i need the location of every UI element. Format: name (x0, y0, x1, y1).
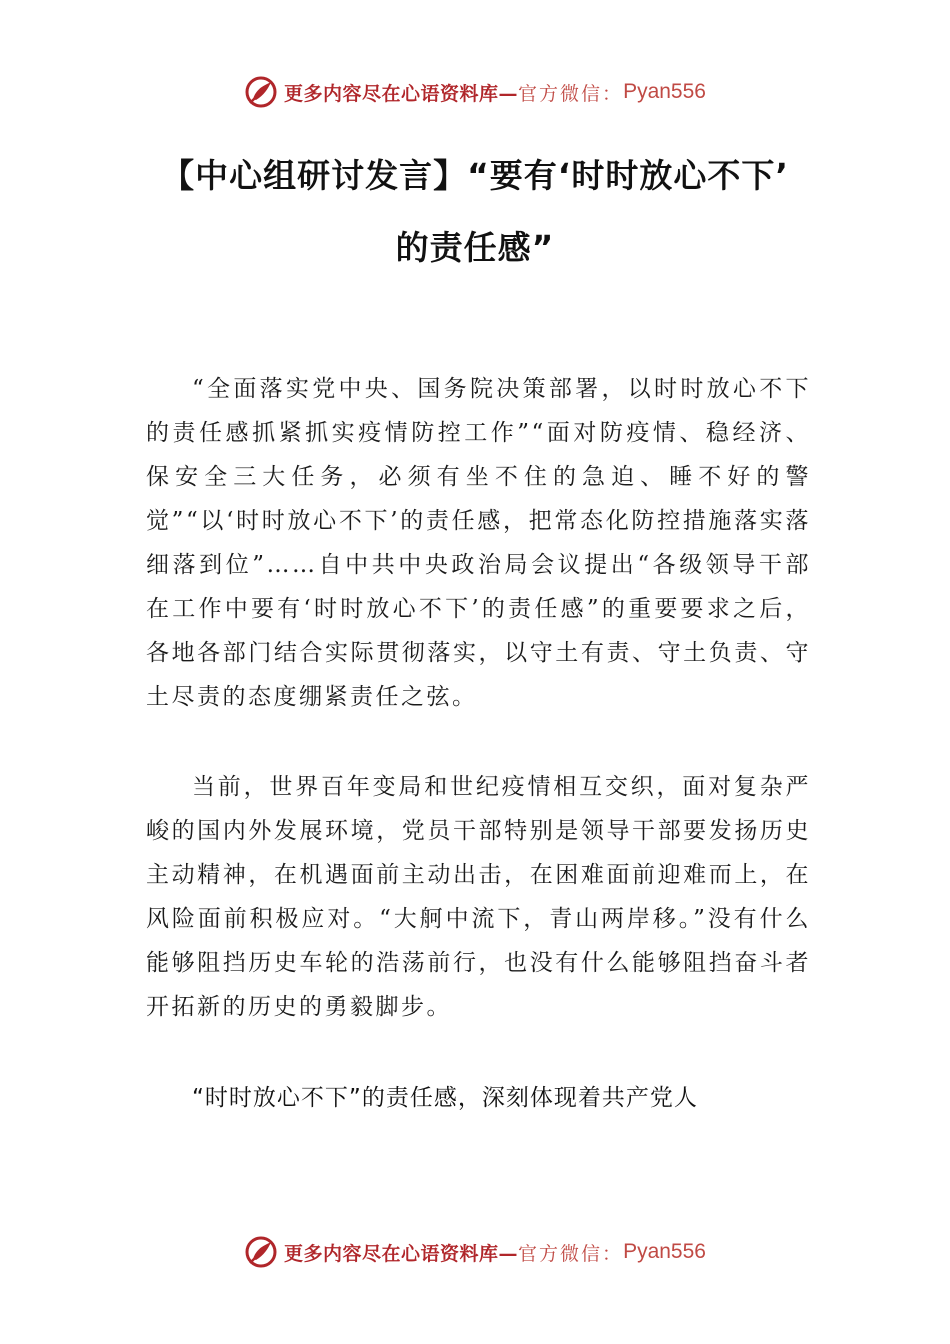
footer-banner (0, 1232, 950, 1272)
banner-text: 更多内容尽在心语资料库— (284, 82, 519, 105)
brand-logo-icon (244, 75, 278, 109)
paragraph-1: “全面落实党中央、国务院决策部署，以时时放心不下的责任感抓紧抓实疫情防控工作”“面对防疫情、稳经济、保安全三大任务，必须有坐不住的急迫、睡不好的警觉”“以‘时时放心不下’的责任感，把常态化防控措施落实落细落到位”……自中共中央政治局会议提出“各级领导干部在工作中要有‘时时放心不下’的责任感”的重要要求之后，各地各部门结合实际贯彻落实，以守土有责、守土负责、守土尽责的态度绷紧责任之弦。 (146, 376, 811, 710)
banner-text: 更多内容尽在心语资料库— (284, 1242, 519, 1265)
brand-logo-icon (244, 1235, 278, 1269)
section-heading: “时时放心不下”的责任感，深刻体现着共产党人 (192, 1085, 698, 1111)
banner-wechat-label: 官方微信： (518, 82, 624, 105)
paragraph-2: 当前，世界百年变局和世纪疫情相互交织，面对复杂严峻的国内外发展环境，党员干部特别是领导干部要发扬历史主动精神，在机遇面前主动出击，在困难面前迎难而上，在风险面前积极应对。“大舸中流下，青山两岸移。”没有什么能够阻挡历史车轮的浩荡前行，也没有什么能够阻挡奋斗者开拓新的历史的勇毅脚步。 (146, 774, 811, 1020)
banner-wechat-label: 官方微信： (518, 1242, 624, 1265)
page-title-line-1: 【中心组研讨发言】“要有‘时时放心不下’ (161, 156, 789, 195)
page-title-line-2: 的责任感” (395, 228, 555, 267)
banner-wechat-id: Pyan556 (623, 1240, 706, 1263)
banner-wechat-id: Pyan556 (623, 80, 706, 103)
header-banner (0, 72, 950, 112)
